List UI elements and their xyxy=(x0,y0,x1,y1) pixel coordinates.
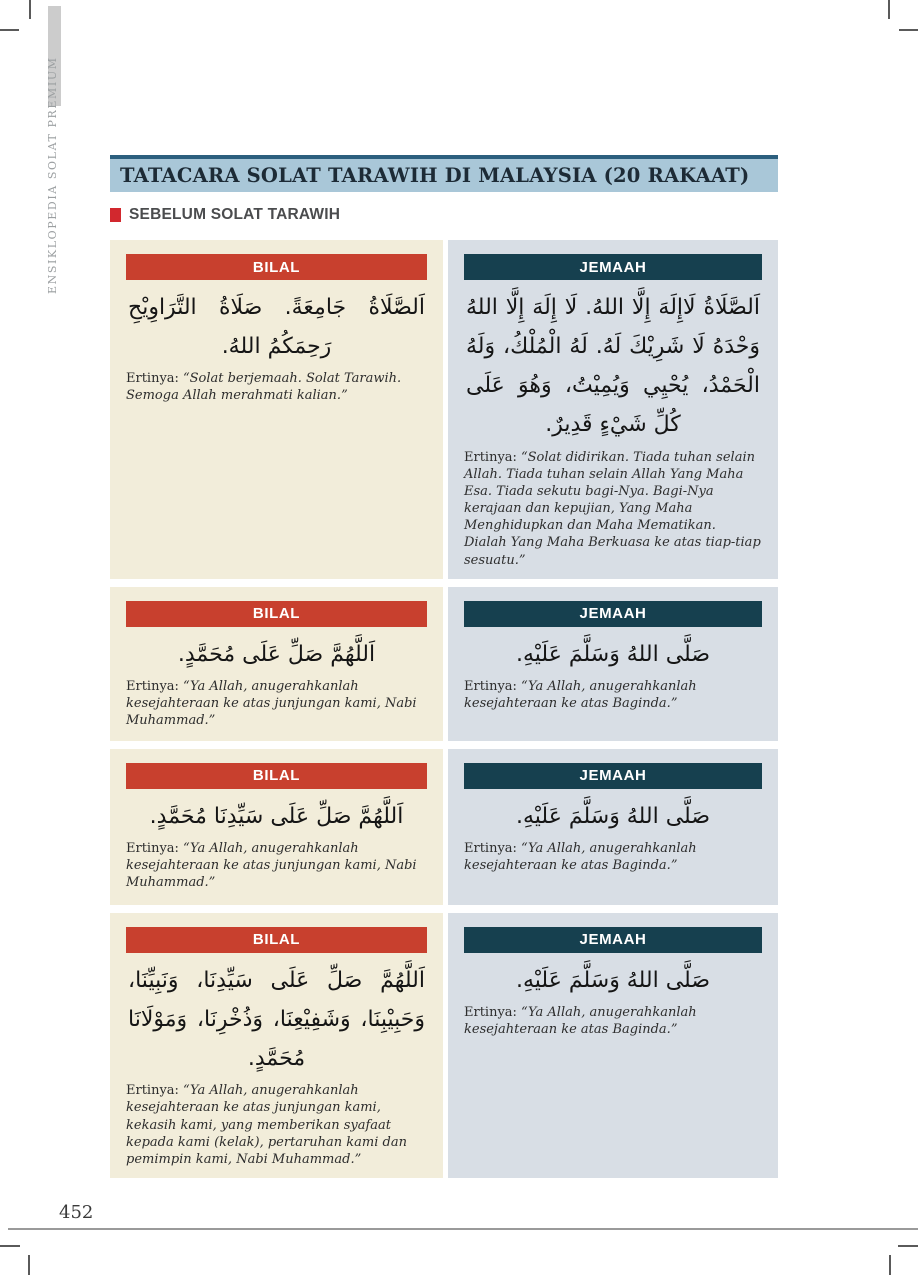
table-row xyxy=(110,913,778,1178)
translation-label: Ertinya: xyxy=(126,678,179,694)
translation xyxy=(464,449,762,569)
translation-text: “Ya Allah, anugerahkanlah kesejahteraan ke atas junjungan kami, Nabi Muhammad.” xyxy=(126,840,417,891)
translation-label: Ertinya: xyxy=(126,840,179,856)
title-band xyxy=(110,155,778,192)
arabic-text: اَللَّهُمَّ صَلِّ عَلَى مُحَمَّدٍ. xyxy=(177,641,376,667)
section-heading xyxy=(110,206,778,224)
bilal-header: BILAL xyxy=(126,927,427,953)
crop-mark xyxy=(0,29,19,31)
page-title: TATACARA SOLAT TARAWIH DI MALAYSIA (20 RAKAAT) xyxy=(120,164,750,187)
footer-rule xyxy=(8,1228,918,1230)
arabic-text: اَللَّهُمَّ صَلِّ عَلَى سَيِّدِنَا مُحَمَّدٍ. xyxy=(149,803,404,829)
translation-text: “Ya Allah, anugerahkanlah kesejahteraan ke atas Baginda.” xyxy=(464,840,697,874)
translation xyxy=(126,370,427,404)
page-number: 452 xyxy=(59,1202,94,1223)
translation-text: “Ya Allah, anugerahkanlah kesejahteraan ke atas Baginda.” xyxy=(464,1004,697,1038)
translation xyxy=(126,678,427,729)
prayer-table xyxy=(110,240,778,1178)
arabic-text: اَلصَّلَاةُ جَامِعَةً. صَلَاةُ التَّرَاوِيْحِ رَحِمَكُمُ اللهُ. xyxy=(128,295,425,360)
arabic-text: اَلصَّلَاةُ لَاإِلَهَ إِلَّا اللهُ. لَا إِلَهَ إِلَّا اللهُ وَحْدَهُ لَا شَرِيْكَ لَهُ. لَهُ الْمُلْكُ، وَلَهُ الْحَمْدُ، يُحْيِي وَيُمِيْتُ، وَهُوَ عَلَى كُلِّ شَيْءٍ قَدِيرٌ. xyxy=(466,295,760,438)
table-row xyxy=(110,240,778,579)
translation-text: “Solat didirikan. Tiada tuhan selain Allah. Tiada tuhan selain Allah Yang Maha Esa. Tiada sekutu bagi-Nya. Bagi-Nya kerajaan dan kepujian, Yang Maha Menghidupkan dan Maha Mematikan. Dialah Yang Maha Berkuasa ke atas tiap-tiap sesuatu.” xyxy=(464,449,761,568)
crop-mark xyxy=(889,1255,891,1275)
arabic-text: صَلَّى اللهُ وَسَلَّمَ عَلَيْهِ. xyxy=(516,641,710,667)
section-bullet-icon xyxy=(110,208,121,222)
jemaah-header: JEMAAH xyxy=(464,763,762,789)
translation-label: Ertinya: xyxy=(464,678,517,694)
crop-mark xyxy=(29,0,31,19)
bilal-cell xyxy=(110,913,443,1178)
translation-label: Ertinya: xyxy=(464,1004,517,1020)
jemaah-cell xyxy=(448,913,778,1178)
translation xyxy=(464,678,762,712)
translation xyxy=(464,1004,762,1038)
spine-title: ENSIKLOPEDIA SOLAT PREMIUM xyxy=(46,56,59,294)
bilal-header: BILAL xyxy=(126,254,427,280)
jemaah-cell xyxy=(448,587,778,741)
table-row xyxy=(110,749,778,905)
translation-text: “Ya Allah, anugerahkanlah kesejahteraan ke atas junjungan kami, Nabi Muhammad.” xyxy=(126,678,417,729)
crop-mark xyxy=(888,0,890,19)
arabic-text: اَللَّهُمَّ صَلِّ عَلَى سَيِّدِنَا، وَنَبِيِّنَا، وَحَبِيْبِنَا، وَشَفِيْعِنَا، وَذُخْرِنَا، وَمَوْلَانَا مُحَمَّدٍ. xyxy=(128,967,425,1072)
translation-text: “Ya Allah, anugerahkanlah kesejahteraan ke atas Baginda.” xyxy=(464,678,697,712)
arabic-text: صَلَّى اللهُ وَسَلَّمَ عَلَيْهِ. xyxy=(516,803,710,829)
translation-label: Ertinya: xyxy=(464,449,517,465)
translation xyxy=(126,840,427,891)
jemaah-header: JEMAAH xyxy=(464,254,762,280)
translation-text: “Ya Allah, anugerahkanlah kesejahteraan ke atas junjungan kami, kekasih kami, yang memberikan syafaat kepada kami (kelak), pertaruhan kami dan pemimpin kami, Nabi Muhammad.” xyxy=(126,1083,407,1167)
translation xyxy=(464,840,762,874)
translation-label: Ertinya: xyxy=(126,1083,179,1099)
translation-text: “Solat berjemaah. Solat Tarawih. Semoga Allah merahmati kalian.” xyxy=(126,371,402,404)
crop-mark xyxy=(898,1245,918,1247)
translation-label: Ertinya: xyxy=(126,371,179,387)
section-title: SEBELUM SOLAT TARAWIH xyxy=(129,206,341,223)
crop-mark xyxy=(28,1255,30,1275)
bilal-header: BILAL xyxy=(126,763,427,789)
translation xyxy=(126,1082,427,1168)
table-row xyxy=(110,587,778,741)
jemaah-header: JEMAAH xyxy=(464,601,762,627)
bilal-header: BILAL xyxy=(126,601,427,627)
jemaah-cell xyxy=(448,240,778,579)
translation-label: Ertinya: xyxy=(464,840,517,856)
bilal-cell xyxy=(110,587,443,741)
jemaah-cell xyxy=(448,749,778,905)
jemaah-header: JEMAAH xyxy=(464,927,762,953)
crop-mark xyxy=(0,1245,20,1247)
bilal-cell xyxy=(110,749,443,905)
arabic-text: صَلَّى اللهُ وَسَلَّمَ عَلَيْهِ. xyxy=(516,967,710,993)
bilal-cell xyxy=(110,240,443,579)
crop-mark xyxy=(899,29,918,31)
